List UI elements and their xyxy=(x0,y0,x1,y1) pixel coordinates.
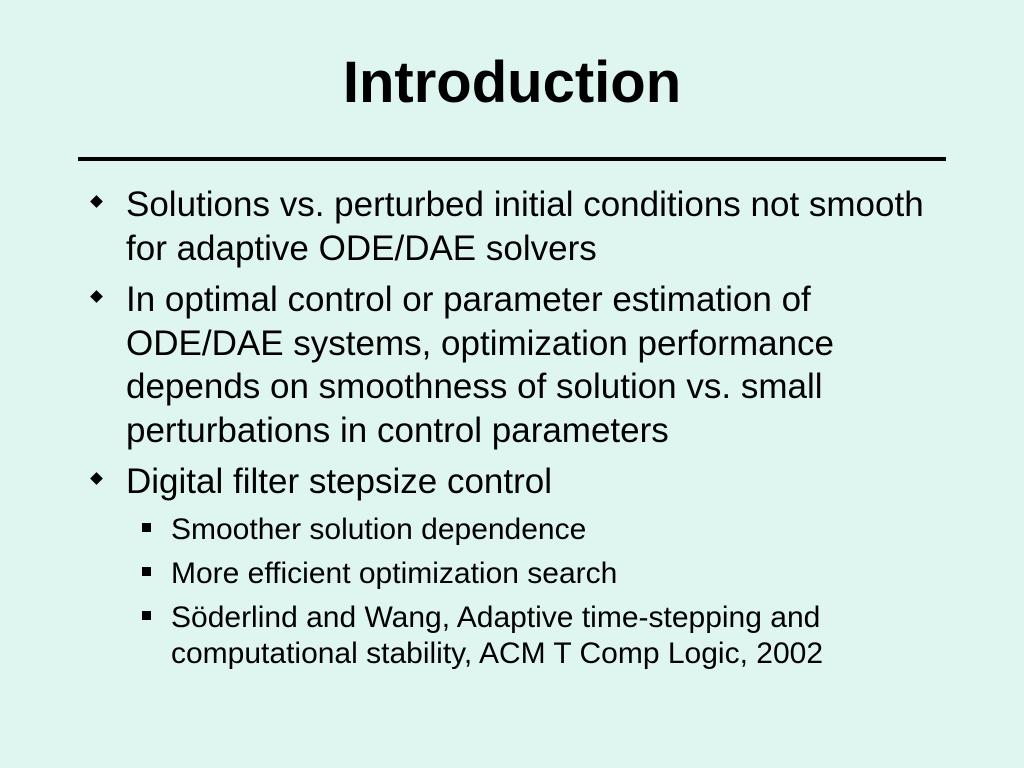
subbullet-item xyxy=(138,512,938,548)
bullet-text: Digital filter stepsize control xyxy=(126,462,552,501)
diamond-bullet-icon xyxy=(88,183,126,227)
subbullet-text: More efficient optimization search xyxy=(171,556,618,590)
square-bullet-icon xyxy=(138,556,171,592)
bullet-text: In optimal control or parameter estimation of ODE/DAE systems, optimization performance depends on smoothness of solution vs. small perturbations in control parameters xyxy=(126,280,835,450)
square-bullet-icon xyxy=(138,600,171,636)
diamond-bullet-icon xyxy=(88,278,126,322)
subbullet-item xyxy=(138,600,938,672)
bullet-item xyxy=(88,278,938,452)
bullet-list xyxy=(88,183,938,680)
title-divider xyxy=(78,157,946,161)
square-bullet-icon xyxy=(138,512,171,548)
bullet-item xyxy=(88,460,938,504)
subbullet-item xyxy=(138,556,938,592)
slide-title: Introduction xyxy=(342,50,682,115)
bullet-text: Solutions vs. perturbed initial conditions not smooth for adaptive ODE/DAE solvers xyxy=(126,185,924,268)
diamond-bullet-icon xyxy=(88,460,126,504)
subbullet-text: Smoother solution dependence xyxy=(171,512,587,546)
subbullet-text: Söderlind and Wang, Adaptive time-stepping and computational stability, ACM T Comp Logic, 2002 xyxy=(171,600,824,670)
bullet-item xyxy=(88,183,938,270)
